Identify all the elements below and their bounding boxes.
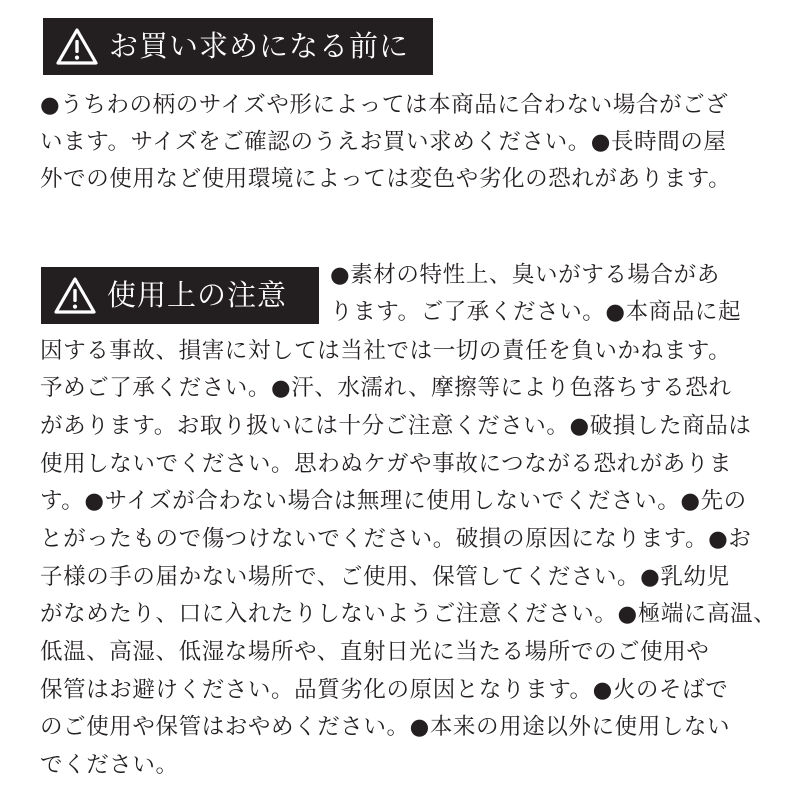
text-line: があります。お取り扱いには十分ご注意ください。●破損した商品は <box>40 413 752 439</box>
section-heading-before-purchase <box>43 18 433 75</box>
text-line: 因する事故、損害に対しては当社では一切の責任を負いかねます。 <box>40 338 732 364</box>
text-line: でください。 <box>40 752 179 778</box>
text-line: 予めご了承ください。●汗、水濡れ、摩擦等により色落ちする恐れ <box>40 375 732 401</box>
text-line: 低温、高湿、低湿な場所や、直射日光に当たる場所でのご使用や <box>40 639 710 665</box>
section-heading-usage-cautions <box>41 267 319 324</box>
text-line: 外での使用など使用環境によっては変色や劣化の恐れがあります。 <box>40 166 732 192</box>
text-line: 保管はお避けください。品質劣化の原因となります。●火のそばで <box>40 677 729 703</box>
text-line: ●うちわの柄のサイズや形によっては本商品に合わない場合がござ <box>40 92 729 118</box>
text-line: ●素材の特性上、臭いがする場合があ <box>330 262 720 288</box>
text-line: のご使用や保管はおやめください。●本来の用途以外に使用しない <box>40 714 731 740</box>
text-line: す。●サイズが合わない場合は無理に使用しないでください。●先の <box>40 488 747 514</box>
text-line: とがったもので傷つけないでください。破損の原因になります。●お <box>40 526 752 552</box>
text-line: がなめたり、口に入れたりしないようご注意ください。●極端に高温、 <box>40 601 777 627</box>
text-line: います。サイズをご確認のうえお買い求めください。●長時間の屋 <box>40 129 727 155</box>
warning-triangle-icon <box>55 27 99 67</box>
text-line: 子様の手の届かない場所で、ご使用、保管してください。●乳幼児 <box>40 564 730 590</box>
text-line: 使用しないでください。思わぬケガや事故につながる恐れがありま <box>40 451 733 477</box>
section-title-usage-cautions: 使用上の注意 <box>107 278 288 312</box>
text-line: ります。ご了承ください。●本商品に起 <box>330 299 742 325</box>
section-title-before-purchase: お買い求めになる前に <box>109 29 410 63</box>
warning-triangle-icon <box>53 276 97 316</box>
